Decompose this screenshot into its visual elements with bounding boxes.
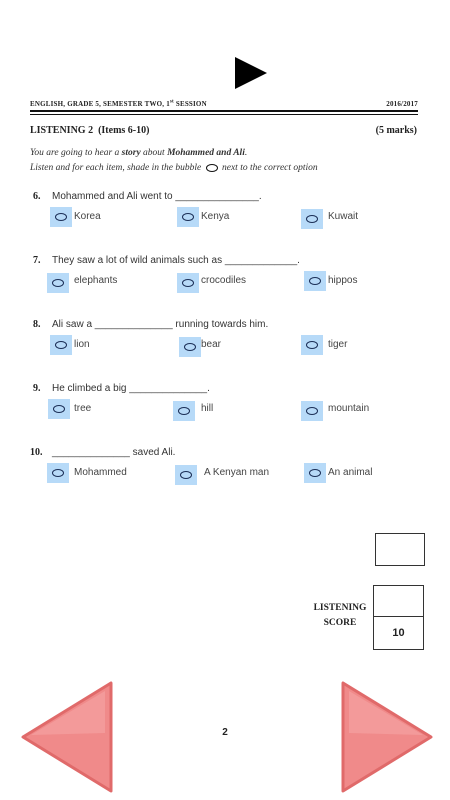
question-text: ______________ saved Ali. bbox=[52, 447, 176, 458]
option-label: hill bbox=[201, 403, 214, 414]
page-number: 2 bbox=[222, 727, 228, 738]
option-bubble-q10-kenyan-man[interactable] bbox=[175, 465, 197, 485]
instruction-line-2: Listen and for each item, shade in the bubble next to the correct option bbox=[30, 163, 318, 173]
option-bubble-q6-kuwait[interactable] bbox=[301, 209, 323, 229]
option-label: elephants bbox=[74, 275, 118, 286]
instruction-line-1: You are going to hear a story about Mohammed and Ali. bbox=[30, 148, 248, 158]
exam-title: ENGLISH, GRADE 5, SEMESTER TWO, 1st SESSION bbox=[30, 100, 207, 109]
school-year: 2016/2017 bbox=[386, 100, 418, 108]
listening-score-label: LISTENING SCORE bbox=[313, 603, 367, 628]
option-label: A Kenyan man bbox=[204, 467, 270, 478]
option-label: Korea bbox=[74, 211, 101, 222]
option-label: tiger bbox=[328, 339, 348, 350]
option-bubble-q6-kenya[interactable] bbox=[177, 207, 199, 227]
option-label: crocodiles bbox=[201, 275, 247, 286]
option-label: hippos bbox=[328, 275, 358, 286]
option-bubble-q10-mohammed[interactable] bbox=[47, 463, 69, 483]
option-bubble-q6-korea[interactable] bbox=[50, 207, 72, 227]
question-number: 10. bbox=[30, 447, 43, 458]
option-bubble-q8-lion[interactable] bbox=[50, 335, 72, 355]
question-number: 6. bbox=[33, 191, 41, 202]
header-divider-thin bbox=[30, 114, 418, 115]
option-bubble-q7-hippos[interactable] bbox=[304, 271, 326, 291]
play-audio-button[interactable] bbox=[233, 55, 269, 91]
next-page-button[interactable] bbox=[337, 677, 437, 797]
option-bubble-q7-elephants[interactable] bbox=[47, 273, 69, 293]
section-title: LISTENING 2 (Items 6-10) bbox=[30, 125, 150, 136]
option-bubble-q10-animal[interactable] bbox=[304, 463, 326, 483]
option-label: tree bbox=[74, 403, 92, 414]
option-label: bear bbox=[201, 339, 222, 350]
exam-header bbox=[30, 100, 418, 108]
previous-page-button[interactable] bbox=[17, 677, 117, 797]
question-text: Mohammed and Ali went to _______________. bbox=[52, 191, 262, 202]
question-number: 9. bbox=[33, 383, 41, 394]
listening-score-input-box bbox=[373, 585, 424, 618]
option-bubble-q8-tiger[interactable] bbox=[301, 335, 323, 355]
question-number: 7. bbox=[33, 255, 41, 266]
option-label: Kenya bbox=[201, 211, 230, 222]
option-bubble-q9-tree[interactable] bbox=[48, 399, 70, 419]
option-bubble-q9-mountain[interactable] bbox=[301, 401, 323, 421]
bubble-icon bbox=[206, 164, 218, 172]
option-bubble-q7-crocodiles[interactable] bbox=[177, 273, 199, 293]
section-marks: (5 marks) bbox=[375, 125, 417, 136]
option-bubble-q8-bear[interactable] bbox=[179, 337, 201, 357]
question-number: 8. bbox=[33, 319, 41, 330]
blank-score-box bbox=[375, 533, 425, 566]
option-label: Mohammed bbox=[74, 467, 127, 478]
question-text: Ali saw a ______________ running towards him. bbox=[52, 319, 269, 330]
option-label: mountain bbox=[328, 403, 370, 414]
header-divider bbox=[30, 110, 418, 112]
question-text: He climbed a big ______________. bbox=[52, 383, 210, 394]
option-label: lion bbox=[74, 339, 90, 350]
question-text: They saw a lot of wild animals such as _____________. bbox=[52, 255, 300, 266]
option-label: Kuwait bbox=[328, 211, 359, 222]
listening-score-value: 10 bbox=[373, 616, 424, 650]
option-bubble-q9-hill[interactable] bbox=[173, 401, 195, 421]
option-label: An animal bbox=[328, 467, 373, 478]
